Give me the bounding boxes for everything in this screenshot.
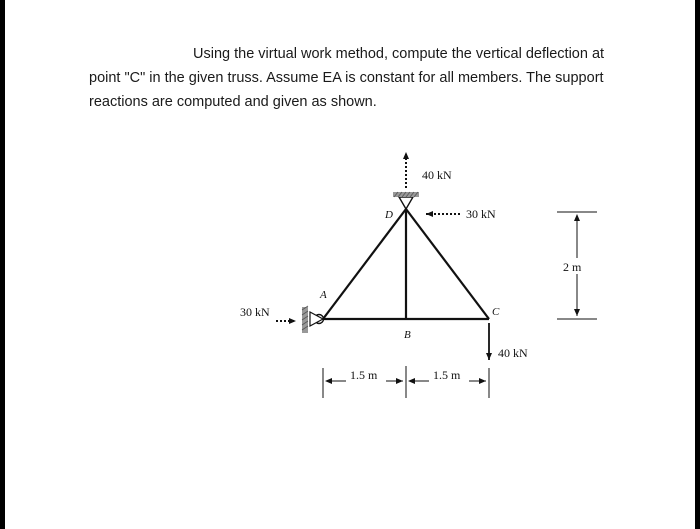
reaction-a-horizontal-label: 30 kN — [240, 305, 270, 319]
reaction-d-vertical-label: 40 kN — [422, 168, 452, 182]
support-d — [393, 192, 419, 209]
reaction-d-horizontal-label: 30 kN — [466, 207, 496, 221]
node-label-d: D — [385, 209, 393, 221]
node-label-c: C — [492, 306, 500, 318]
node-label-b: B — [404, 329, 411, 341]
load-c-label: 40 kN — [498, 346, 528, 360]
member-dc — [406, 209, 489, 319]
node-label-a: A — [320, 289, 327, 301]
problem-line-3: reactions are computed and given as shown. — [89, 94, 377, 110]
member-ad — [323, 209, 406, 319]
support-a — [302, 306, 324, 333]
dimension-height-label: 2 m — [563, 260, 582, 274]
dimension-ab-label: 1.5 m — [350, 368, 378, 382]
problem-line-2: point "C" in the given truss. Assume EA is constant for all members. The support — [89, 70, 604, 86]
problem-line-1: Using the virtual work method, compute the vertical deflection at — [193, 46, 605, 62]
dimension-bc-label: 1.5 m — [433, 368, 461, 382]
